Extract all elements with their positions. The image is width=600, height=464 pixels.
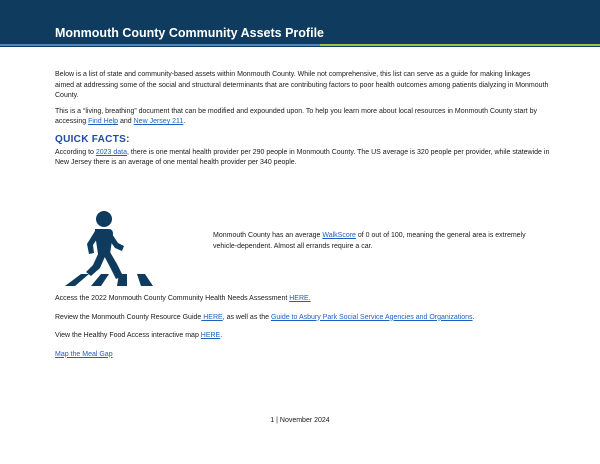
walkscore-fact	[55, 210, 550, 290]
living-document-paragraph	[55, 107, 550, 128]
find-help-link[interactable]: Find Help	[88, 118, 119, 125]
intro-paragraph: Below is a list of state and community-based assets within Monmouth County. While not comprehensive, this list can serve as a guide for making linkages aimed at addressing some of the social and structural determinants that are contributing factors to poor health outcomes among patients dialyzing in Monmouth County.	[55, 71, 549, 99]
meal-gap-link[interactable]: Map the Meal Gap	[55, 350, 113, 358]
food-text-after: .	[220, 332, 223, 339]
food-access-link[interactable]: HERE	[200, 332, 221, 339]
page-footer: 1 | November 2024	[270, 417, 330, 424]
mental-health-paragraph	[55, 148, 550, 169]
living-text-after: .	[183, 118, 186, 125]
page-title: Monmouth County Community Assets Profile	[55, 26, 324, 40]
walkscore-paragraph	[213, 230, 543, 252]
mh-text-after: , there is one mental health provider per 290 people in Monmouth County. The US average is 320 people per provider, while statewide in New Jersey there is an average of one mental health provider per 340 people.	[55, 148, 550, 166]
living-text-before: This is a “living, breathing” document that can be modified and expounded upon. To help you learn more about local resources in Monmouth County start by accessing	[55, 107, 537, 125]
resource-links-section	[55, 294, 550, 368]
resource-text-after: .	[472, 313, 475, 321]
walkscore-link[interactable]: WalkScore	[322, 232, 356, 239]
food-access-paragraph	[55, 331, 550, 342]
pedestrian-crossing-icon	[61, 210, 157, 288]
resource-text-before: Review the Monmouth County Resource Guide	[55, 313, 202, 321]
nj-211-link[interactable]: New Jersey 211	[133, 118, 184, 125]
resource-guide-link[interactable]: HERE	[201, 313, 223, 321]
walk-text-before: Monmouth County has an average	[213, 232, 323, 239]
living-text-mid: and	[118, 118, 134, 125]
chna-paragraph	[55, 294, 550, 305]
intro-section	[55, 70, 550, 174]
resource-text-mid: , as well as the	[222, 313, 271, 321]
accent-rule-blue	[0, 44, 320, 46]
accent-rule-green	[320, 44, 600, 46]
chna-link[interactable]: HERE.	[289, 295, 311, 302]
food-text-before: View the Healthy Food Access interactive map	[55, 332, 201, 339]
walk-text-after: of 0 out of 100, meaning the general area is extremely vehicle-dependent. Almost all errands require a car.	[213, 232, 526, 250]
header-band	[0, 0, 600, 47]
meal-gap-paragraph	[55, 350, 550, 361]
chna-text: Access the 2022 Monmouth County Community Health Needs Assessment	[55, 295, 290, 302]
data-2023-link[interactable]: 2023 data	[95, 148, 128, 156]
quick-facts-heading: QUICK FACTS:	[55, 133, 130, 145]
asbury-park-guide-link[interactable]: Guide to Asbury Park Social Service Agencies and Organizations	[270, 313, 473, 321]
mh-text-before: According to	[55, 148, 96, 156]
header-accent-rule	[0, 44, 600, 46]
resource-guide-paragraph	[55, 313, 550, 324]
